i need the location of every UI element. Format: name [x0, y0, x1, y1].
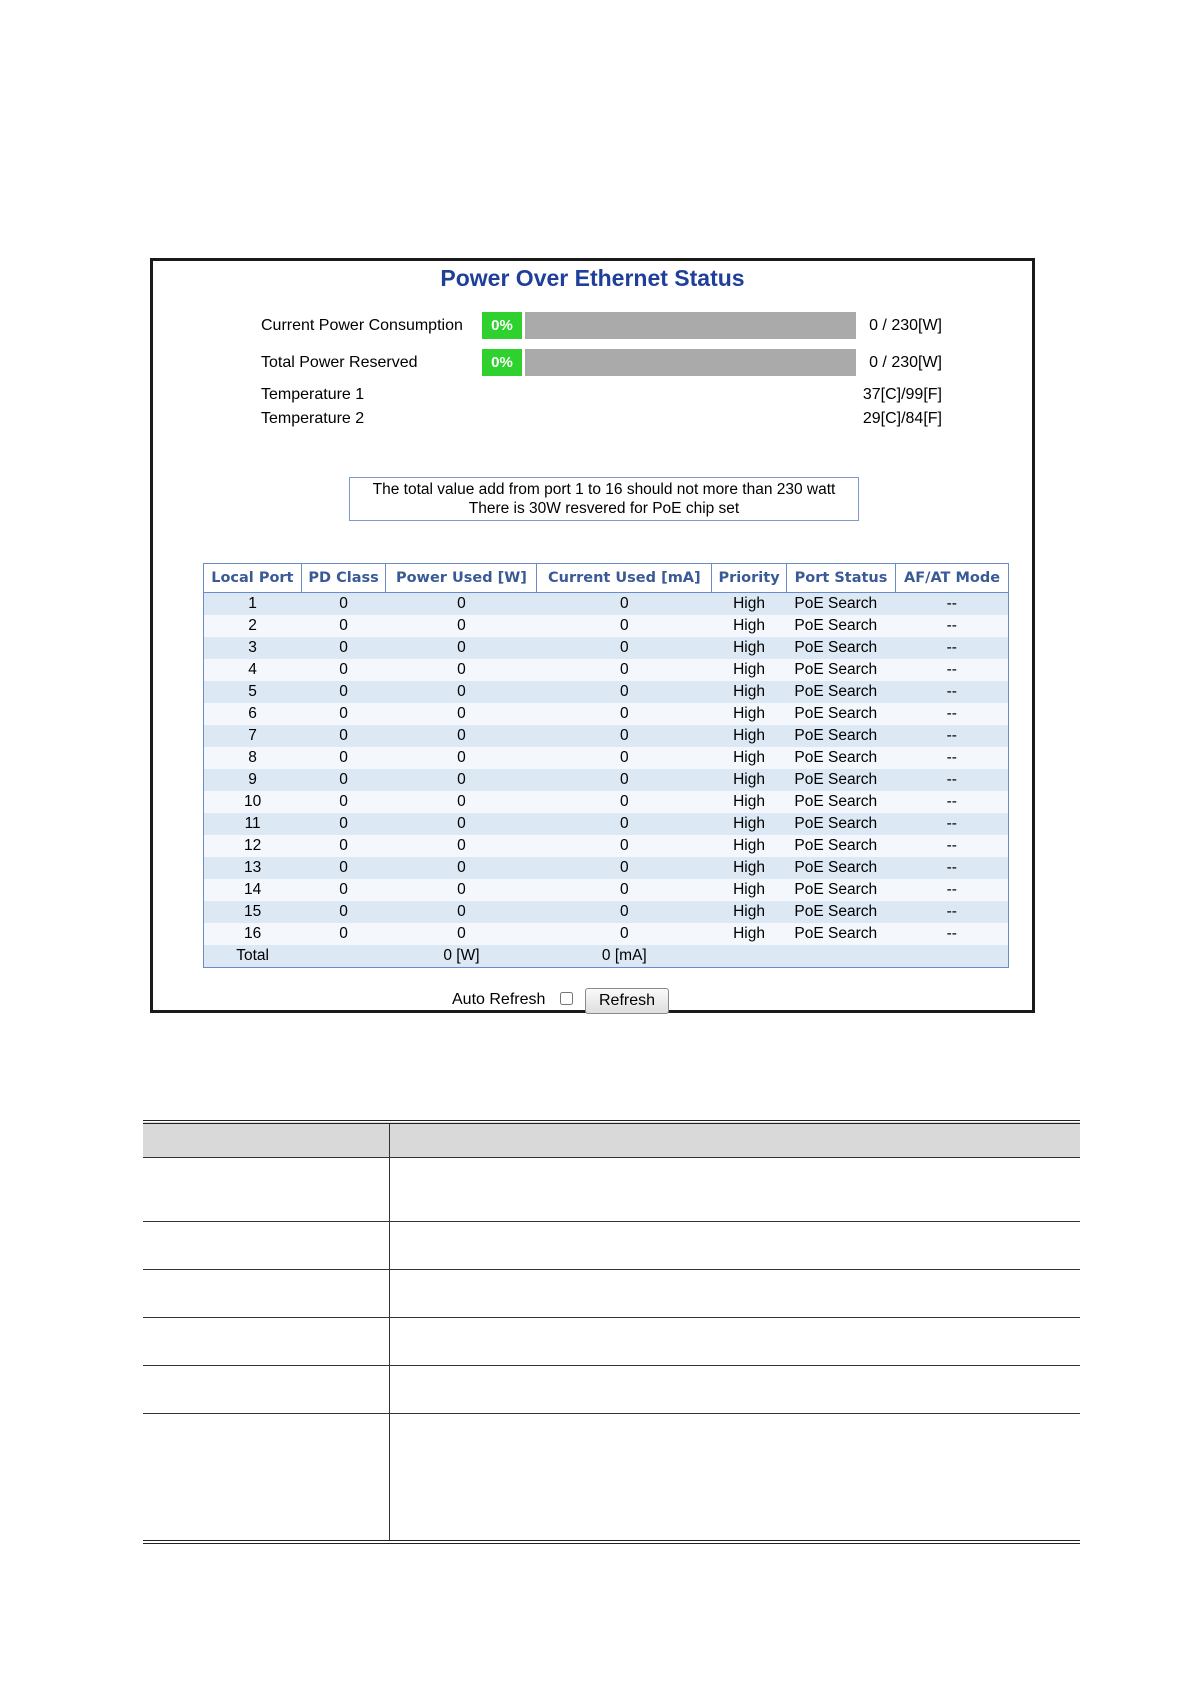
table-cell: 0 — [537, 879, 712, 901]
table-cell: 0 — [301, 659, 386, 681]
table-cell: 0 — [386, 637, 537, 659]
table-cell: 0 — [301, 857, 386, 879]
table-cell: 0 — [537, 659, 712, 681]
table-cell: 0 — [537, 769, 712, 791]
table-cell: 0 — [386, 901, 537, 923]
power-consumption-bar — [525, 312, 856, 339]
power-reserved-bar — [525, 349, 856, 376]
table-cell: 7 — [204, 725, 302, 747]
description-row — [143, 1414, 1080, 1542]
auto-refresh-label: Auto Refresh — [452, 991, 546, 1008]
column-header: Priority — [712, 564, 787, 593]
auto-refresh-checkbox[interactable] — [560, 992, 573, 1005]
table-cell: 1 — [204, 593, 302, 616]
table-cell: 0 — [386, 725, 537, 747]
table-cell: PoE Search — [786, 813, 895, 835]
description-row — [143, 1270, 1080, 1318]
column-header: AF/AT Mode — [896, 564, 1009, 593]
table-cell: High — [712, 747, 787, 769]
refresh-button[interactable]: Refresh — [585, 988, 669, 1014]
table-cell — [301, 945, 386, 968]
table-cell — [786, 945, 895, 968]
table-cell: 0 — [301, 615, 386, 637]
table-cell: 4 — [204, 659, 302, 681]
table-cell: High — [712, 703, 787, 725]
table-cell: High — [712, 835, 787, 857]
table-cell: 2 — [204, 615, 302, 637]
table-cell: 16 — [204, 923, 302, 945]
description-row — [143, 1158, 1080, 1222]
table-cell: 0 — [537, 857, 712, 879]
poe-status-panel — [150, 258, 1035, 1013]
table-cell: -- — [896, 681, 1009, 703]
power-reserved-percent-badge: 0% — [482, 349, 522, 376]
table-cell: High — [712, 923, 787, 945]
table-cell: -- — [896, 923, 1009, 945]
table-cell: -- — [896, 901, 1009, 923]
refresh-controls — [153, 988, 1032, 1014]
table-cell: 0 — [537, 593, 712, 616]
table-cell: PoE Search — [786, 593, 895, 616]
table-cell: PoE Search — [786, 901, 895, 923]
temperature-2-value: 29[C]/84[F] — [862, 410, 942, 427]
description-table — [143, 1120, 1080, 1544]
table-cell — [896, 945, 1009, 968]
table-cell: -- — [896, 835, 1009, 857]
table-cell: 0 — [301, 791, 386, 813]
table-row — [204, 813, 1009, 835]
column-header: Local Port — [204, 564, 302, 593]
table-cell: 6 — [204, 703, 302, 725]
table-cell: -- — [896, 615, 1009, 637]
table-row — [204, 681, 1009, 703]
table-cell: PoE Search — [786, 637, 895, 659]
temperature-1-value: 37[C]/99[F] — [862, 386, 942, 403]
table-cell: PoE Search — [786, 835, 895, 857]
table-cell: 0 — [301, 593, 386, 616]
table-cell: -- — [896, 747, 1009, 769]
total-current: 0 [mA] — [537, 945, 712, 968]
table-cell: 0 — [301, 681, 386, 703]
power-note-box — [349, 477, 859, 521]
table-cell: 0 — [301, 901, 386, 923]
table-header-row — [204, 564, 1009, 593]
table-cell: -- — [896, 769, 1009, 791]
power-consumption-value: 0 / 230[W] — [869, 317, 942, 334]
table-cell: 0 — [386, 769, 537, 791]
table-cell: 8 — [204, 747, 302, 769]
power-reserved-label: Total Power Reserved — [261, 354, 418, 371]
page-title: Power Over Ethernet Status — [440, 265, 745, 291]
column-header: PD Class — [301, 564, 386, 593]
table-cell: High — [712, 813, 787, 835]
table-cell: High — [712, 857, 787, 879]
table-cell: PoE Search — [786, 923, 895, 945]
table-cell: 15 — [204, 901, 302, 923]
table-cell: 0 — [301, 813, 386, 835]
table-row — [204, 879, 1009, 901]
table-row — [204, 637, 1009, 659]
table-cell: -- — [896, 813, 1009, 835]
table-cell: 0 — [537, 637, 712, 659]
table-cell: -- — [896, 791, 1009, 813]
table-row — [204, 791, 1009, 813]
table-total-row — [204, 945, 1009, 968]
table-cell: PoE Search — [786, 879, 895, 901]
table-cell: PoE Search — [786, 615, 895, 637]
table-cell: 0 — [386, 879, 537, 901]
table-cell: High — [712, 681, 787, 703]
description-header-row — [143, 1122, 1080, 1158]
table-cell: 0 — [301, 637, 386, 659]
port-status-table — [203, 563, 1009, 968]
power-consumption-percent-badge: 0% — [482, 312, 522, 339]
table-cell: PoE Search — [786, 703, 895, 725]
table-cell: 0 — [386, 593, 537, 616]
table-cell: 0 — [537, 901, 712, 923]
power-consumption-label: Current Power Consumption — [261, 317, 463, 334]
table-cell: -- — [896, 725, 1009, 747]
table-cell: 0 — [301, 747, 386, 769]
table-cell: 13 — [204, 857, 302, 879]
table-cell: 0 — [537, 703, 712, 725]
power-note-line-1: The total value add from port 1 to 16 should not more than 230 watt — [372, 481, 836, 498]
column-header: Current Used [mA] — [537, 564, 712, 593]
table-row — [204, 593, 1009, 616]
table-cell: -- — [896, 637, 1009, 659]
table-cell: 0 — [537, 923, 712, 945]
table-cell: 3 — [204, 637, 302, 659]
power-reserved-value: 0 / 230[W] — [869, 354, 942, 371]
table-cell: 0 — [386, 791, 537, 813]
table-cell: 0 — [301, 769, 386, 791]
table-cell: 0 — [386, 703, 537, 725]
table-cell: 0 — [537, 615, 712, 637]
table-cell: 14 — [204, 879, 302, 901]
table-cell: 0 — [386, 857, 537, 879]
description-row — [143, 1222, 1080, 1270]
table-cell: -- — [896, 879, 1009, 901]
column-header: Power Used [W] — [386, 564, 537, 593]
table-cell: -- — [896, 593, 1009, 616]
table-cell: 12 — [204, 835, 302, 857]
table-row — [204, 703, 1009, 725]
table-cell: 0 — [537, 791, 712, 813]
table-cell: High — [712, 769, 787, 791]
table-cell: High — [712, 593, 787, 616]
table-cell: 0 — [537, 747, 712, 769]
table-cell: High — [712, 791, 787, 813]
table-cell: 0 — [301, 835, 386, 857]
table-row — [204, 747, 1009, 769]
table-cell: 0 — [301, 879, 386, 901]
table-row — [204, 725, 1009, 747]
table-cell: PoE Search — [786, 747, 895, 769]
table-cell: 0 — [537, 681, 712, 703]
table-cell: 0 — [386, 923, 537, 945]
table-cell: High — [712, 637, 787, 659]
table-cell: 0 — [537, 725, 712, 747]
power-note-line-2: There is 30W resvered for PoE chip set — [468, 500, 740, 517]
temperature-1-label: Temperature 1 — [261, 386, 365, 403]
table-cell: 0 — [537, 813, 712, 835]
table-cell: High — [712, 725, 787, 747]
table-cell: High — [712, 659, 787, 681]
total-power: 0 [W] — [386, 945, 537, 968]
table-cell: PoE Search — [786, 769, 895, 791]
table-row — [204, 835, 1009, 857]
temperature-2-label: Temperature 2 — [261, 410, 365, 427]
table-cell: 10 — [204, 791, 302, 813]
table-row — [204, 615, 1009, 637]
table-cell: 0 — [301, 703, 386, 725]
table-row — [204, 901, 1009, 923]
table-cell: 0 — [386, 835, 537, 857]
table-cell: 0 — [537, 835, 712, 857]
table-row — [204, 857, 1009, 879]
table-row — [204, 769, 1009, 791]
table-cell: PoE Search — [786, 857, 895, 879]
table-cell: PoE Search — [786, 659, 895, 681]
table-cell: High — [712, 615, 787, 637]
table-cell: 11 — [204, 813, 302, 835]
description-row — [143, 1366, 1080, 1414]
table-row — [204, 659, 1009, 681]
table-cell: High — [712, 901, 787, 923]
table-row — [204, 923, 1009, 945]
table-cell: 0 — [301, 923, 386, 945]
table-cell: 0 — [386, 681, 537, 703]
table-cell: 0 — [386, 659, 537, 681]
table-cell: 0 — [386, 615, 537, 637]
table-cell: 9 — [204, 769, 302, 791]
table-cell: -- — [896, 703, 1009, 725]
table-cell: PoE Search — [786, 725, 895, 747]
table-cell: PoE Search — [786, 681, 895, 703]
table-cell: High — [712, 879, 787, 901]
table-cell — [712, 945, 787, 968]
total-label: Total — [204, 945, 302, 968]
table-cell: PoE Search — [786, 791, 895, 813]
table-cell: -- — [896, 659, 1009, 681]
table-cell: -- — [896, 857, 1009, 879]
description-row — [143, 1318, 1080, 1366]
column-header: Port Status — [786, 564, 895, 593]
table-cell: 0 — [301, 725, 386, 747]
table-cell: 0 — [386, 747, 537, 769]
table-cell: 0 — [386, 813, 537, 835]
table-cell: 5 — [204, 681, 302, 703]
